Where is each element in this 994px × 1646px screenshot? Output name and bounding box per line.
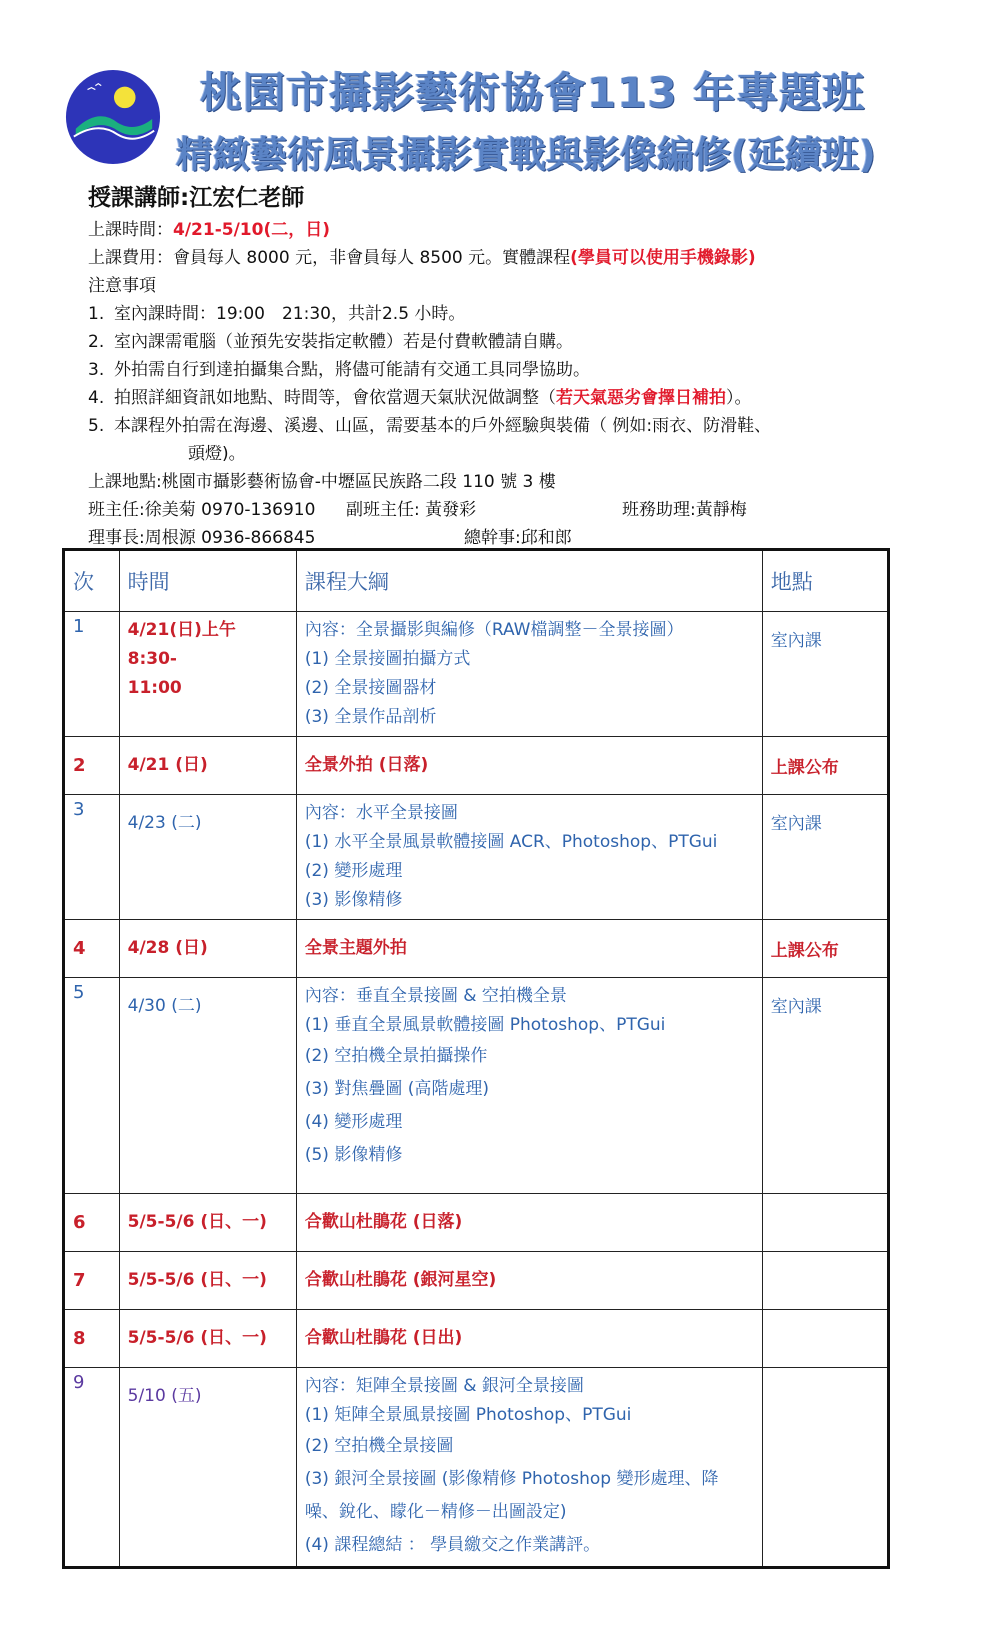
session-location: 室內課	[762, 978, 888, 1194]
session-number: 5	[64, 978, 120, 1194]
note-tail: ）。	[726, 388, 752, 408]
time-line: 4/23 (二)	[127, 813, 202, 833]
session-time	[119, 1194, 296, 1252]
session-location: 室內課	[762, 795, 888, 920]
outline-item: 噪、銳化、矇化－精修－出圖設定)	[304, 1502, 567, 1522]
outline-item: 內容：垂直全景接圖 & 空拍機全景	[304, 986, 567, 1006]
session-number: 8	[64, 1310, 120, 1368]
table-row	[64, 920, 889, 978]
header-num: 次	[64, 550, 120, 612]
note-number: 4.	[88, 388, 105, 408]
head-teacher: 班主任:徐美菊 0970-136910	[88, 500, 316, 520]
page-title: 桃園市攝影藝術協會113 年專題班	[200, 68, 866, 117]
outline-item: 全景主題外拍	[304, 938, 407, 958]
outline-item: 全景外拍 (日落)	[304, 755, 429, 775]
association-logo	[64, 68, 162, 166]
schedule-label: 上課時間：	[88, 220, 173, 240]
deputy-head-teacher: 副班主任: 黃發彩	[346, 500, 477, 520]
session-number: 4	[64, 920, 120, 978]
table-row	[64, 1310, 889, 1368]
table-row	[64, 737, 889, 795]
table-row	[64, 1194, 889, 1252]
note-number: 1.	[88, 304, 105, 324]
session-time	[119, 1368, 296, 1568]
fee-note: (學員可以使用手機錄影)	[570, 248, 756, 268]
outline-item: 合歡山杜鵑花 (日出)	[304, 1328, 463, 1348]
outline-item: 合歡山杜鵑花 (日落)	[304, 1212, 463, 1232]
session-location: 室內課	[762, 612, 888, 737]
table-row	[64, 612, 889, 737]
instructor: 授課講師:江宏仁老師	[88, 185, 305, 211]
session-outline	[296, 612, 762, 737]
time-line: 4/28 (日)	[127, 938, 208, 958]
note-text: 拍照詳細資訊如地點、時間等，會依當週天氣狀況做調整（	[114, 388, 556, 408]
time-line: 5/5-5/6 (日、一)	[127, 1212, 267, 1232]
session-outline	[296, 1252, 762, 1310]
outline-item: (3) 影像精修	[304, 890, 403, 910]
session-location: 上課公布	[762, 737, 888, 795]
session-location	[762, 1310, 888, 1368]
header	[0, 0, 994, 185]
time-line: 5/5-5/6 (日、一)	[127, 1270, 267, 1290]
fee-line	[88, 244, 968, 272]
page-subtitle: 精緻藝術風景攝影實戰與影像編修(延續班)	[176, 133, 876, 176]
table-row	[64, 978, 889, 1194]
note-item	[88, 384, 968, 412]
session-outline	[296, 978, 762, 1194]
session-time	[119, 612, 296, 737]
note-number: 5.	[88, 416, 105, 436]
session-time	[119, 795, 296, 920]
outline-item: (2) 空拍機全景拍攝操作	[304, 1046, 488, 1066]
session-outline	[296, 920, 762, 978]
session-time	[119, 1310, 296, 1368]
header-location: 地點	[762, 550, 888, 612]
outline-item: (4) 變形處理	[304, 1112, 403, 1132]
time-line: 5/5-5/6 (日、一)	[127, 1328, 267, 1348]
session-number: 7	[64, 1252, 120, 1310]
session-number: 1	[64, 612, 120, 737]
class-assistant: 班務助理:黃靜梅	[622, 500, 747, 520]
session-time	[119, 737, 296, 795]
schedule-table	[62, 548, 890, 1569]
session-location	[762, 1252, 888, 1310]
outline-item: 合歡山杜鵑花 (銀河星空)	[304, 1270, 497, 1290]
outline-item: (3) 銀河全景接圖 (影像精修 Photoshop 變形處理、降	[304, 1469, 719, 1489]
header-outline: 課程大綱	[296, 550, 762, 612]
note-number: 2.	[88, 332, 105, 352]
note-text: 外拍需自行到達拍攝集合點，將儘可能請有交通工具同學協助。	[114, 360, 590, 380]
session-outline	[296, 737, 762, 795]
header-time: 時間	[119, 550, 296, 612]
staff-row-1	[88, 496, 968, 524]
outline-item: (5) 影像精修	[304, 1145, 403, 1165]
outline-item: (2) 變形處理	[304, 861, 403, 881]
outline-item: 內容：水平全景接圖	[304, 803, 458, 823]
note-item	[88, 300, 968, 328]
session-location	[762, 1194, 888, 1252]
note-text: 本課程外拍需在海邊、溪邊、山區，需要基本的戶外經驗與裝備（ 例如:雨衣、防滑鞋、	[114, 416, 772, 436]
schedule-value: 4/21-5/10(二，日)	[173, 220, 330, 240]
note-continuation: 頭燈)。	[188, 444, 246, 464]
table-header-row	[64, 550, 889, 612]
outline-item: (2) 空拍機全景接圖	[304, 1436, 454, 1456]
time-line: 4/30 (二)	[127, 996, 202, 1016]
session-outline	[296, 1194, 762, 1252]
table-row	[64, 795, 889, 920]
time-line: 4/21 (日)	[127, 755, 208, 775]
outline-item: (3) 對焦疊圖 (高階處理)	[304, 1079, 490, 1099]
table-row	[64, 1368, 889, 1568]
note-highlight: 若天氣惡劣會擇日補拍	[556, 388, 726, 408]
time-line: 11:00	[127, 678, 182, 698]
outline-item: (4) 課程總結 ： 學員繳交之作業講評。	[304, 1535, 601, 1555]
session-number: 6	[64, 1194, 120, 1252]
chairman: 理事長:周根源 0936-866845	[88, 528, 316, 548]
note-item	[88, 356, 968, 384]
notes-title: 注意事項	[88, 276, 156, 296]
session-location: 上課公布	[762, 920, 888, 978]
note-item	[88, 412, 968, 440]
fee-text: 上課費用：會員每人 8000 元，非會員每人 8500 元。實體課程	[88, 248, 571, 268]
course-info	[88, 180, 968, 552]
note-text: 室內課需電腦（並預先安裝指定軟體）若是付費軟體請自購。	[114, 332, 573, 352]
time-line: 4/21(日)上午 8:30-	[127, 620, 236, 669]
outline-item: 內容：矩陣全景接圖 & 銀河全景接圖	[304, 1376, 584, 1396]
session-outline	[296, 1368, 762, 1568]
schedule-line	[88, 216, 968, 244]
outline-item: (3) 全景作品剖析	[304, 707, 437, 727]
secretary-general: 總幹事:邱和郎	[464, 528, 572, 548]
location: 上課地點:桃園市攝影藝術協會-中壢區民族路二段 110 號 3 樓	[88, 472, 556, 492]
schedule-body	[64, 612, 889, 1568]
session-time	[119, 1252, 296, 1310]
session-time	[119, 978, 296, 1194]
outline-item: (1) 垂直全景風景軟體接圖 Photoshop、PTGui	[304, 1015, 666, 1035]
session-location	[762, 1368, 888, 1568]
table-row	[64, 1252, 889, 1310]
outline-item: (1) 矩陣全景風景接圖 Photoshop、PTGui	[304, 1405, 632, 1425]
outline-item: (1) 水平全景風景軟體接圖 ACR、Photoshop、PTGui	[304, 832, 718, 852]
note-item	[88, 328, 968, 356]
session-number: 3	[64, 795, 120, 920]
session-outline	[296, 1310, 762, 1368]
time-line: 5/10 (五)	[127, 1386, 202, 1406]
note-number: 3.	[88, 360, 105, 380]
session-number: 2	[64, 737, 120, 795]
outline-item: (2) 全景接圖器材	[304, 678, 437, 698]
session-outline	[296, 795, 762, 920]
outline-item: (1) 全景接圖拍攝方式	[304, 649, 471, 669]
session-number: 9	[64, 1368, 120, 1568]
notes-list	[88, 300, 968, 468]
outline-item: 內容：全景攝影與編修（RAW檔調整－全景接圖）	[304, 620, 684, 640]
session-time	[119, 920, 296, 978]
note-text: 室內課時間：19:00 21:30，共計2.5 小時。	[114, 304, 466, 324]
